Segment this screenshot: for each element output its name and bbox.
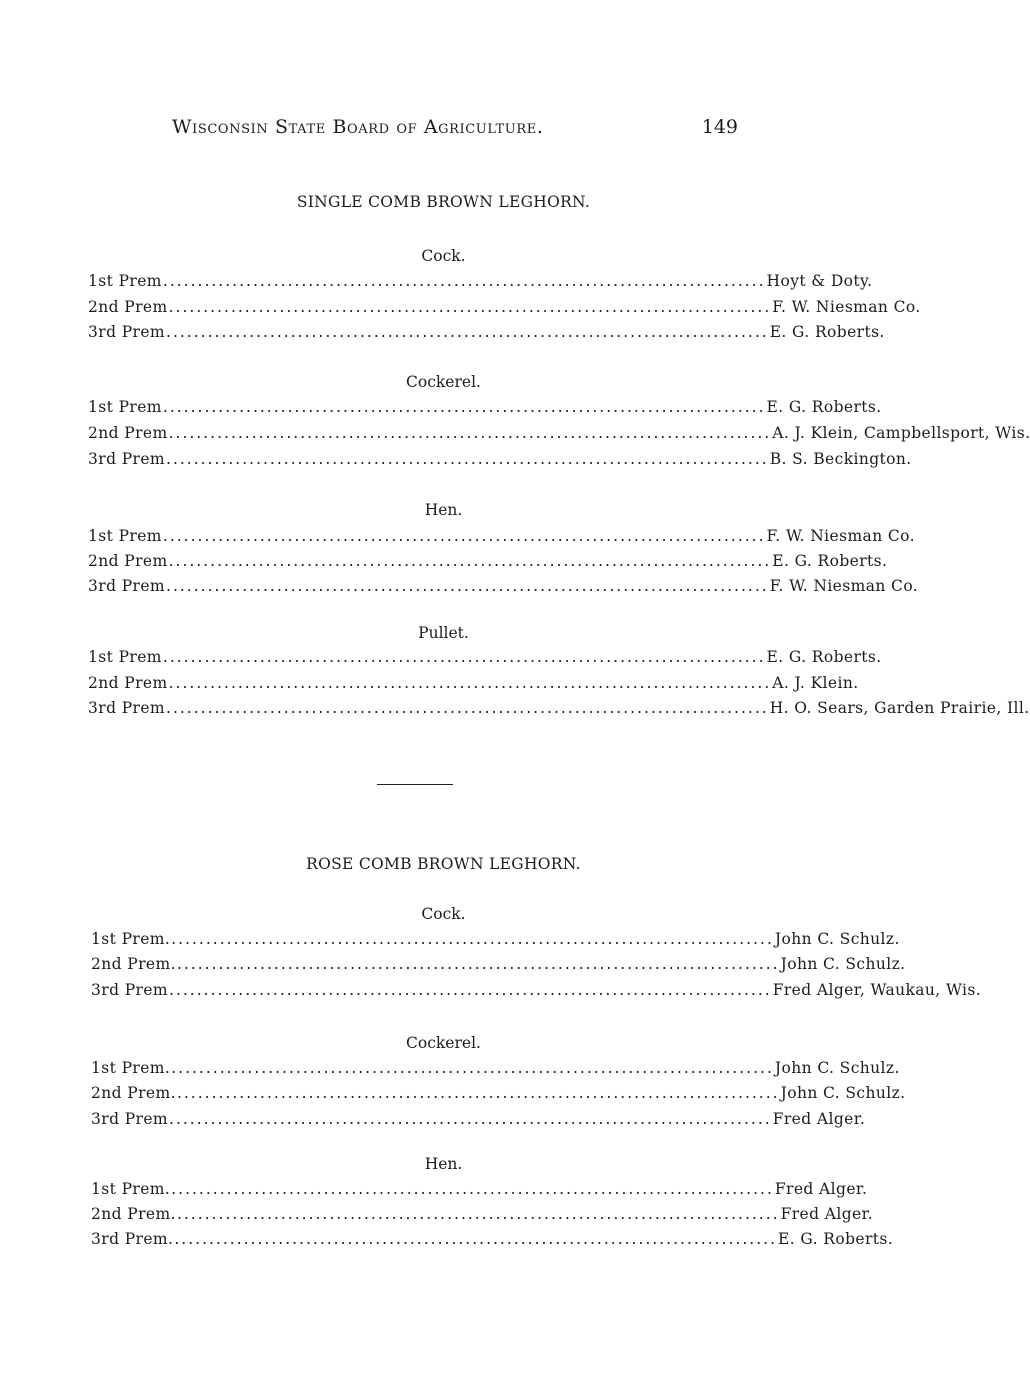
award-place: 1st Prem [88,527,162,545]
award-winner: F. W. Niesman Co. [766,527,915,545]
award-row [88,699,1030,721]
award-place: 2nd Prem. [91,955,176,973]
award-row [88,527,915,549]
award-place: 3rd Prem [88,577,166,595]
award-winner: A. J. Klein, Campbellsport, Wis. [772,424,1030,442]
leader-dots: ....................................................................................... [166,450,769,468]
award-winner: Fred Alger. [780,1205,874,1223]
award-row [88,648,882,670]
award-row [88,424,1030,446]
category-heading: Cock. [421,905,466,923]
award-place: 3rd Prem [88,323,166,341]
leader-dots: ....................................................................................... [169,981,772,999]
award-place: 1st Prem [88,648,162,666]
award-row [91,981,982,1003]
award-winner: E. G. Roberts. [778,1230,894,1248]
leader-dots: ....................................................................................... [171,1180,774,1198]
leader-dots: ....................................................................................... [162,527,766,545]
award-winner: John C. Schulz. [774,930,900,948]
award-place: 1st Prem [88,272,162,290]
leader-dots: ....................................................................................... [169,1110,772,1128]
award-winner: E. G. Roberts. [772,552,888,570]
award-winner: John C. Schulz. [780,1084,906,1102]
leader-dots: ....................................................................................... [171,930,774,948]
award-place: 3rd Prem [91,981,169,999]
award-winner: F. W. Niesman Co. [769,577,919,595]
category-heading: Cock. [421,247,466,265]
award-winner: F. W. Niesman Co. [772,298,921,316]
award-place: 2nd Prem. [91,1084,176,1102]
award-winner: B. S. Beckington. [769,450,912,468]
award-place: 2nd Prem [88,552,168,570]
award-winner: A. J. Klein. [772,674,859,692]
award-winner: Fred Alger. [774,1180,868,1198]
award-place: 1st Prem. [91,930,171,948]
award-winner: Fred Alger, Waukau, Wis. [772,981,982,999]
leader-dots: ....................................................................................... [166,577,769,595]
page-number: 149 [701,116,738,138]
award-winner: John C. Schulz. [780,955,906,973]
award-place: 3rd Prem [88,450,166,468]
award-row [91,1205,874,1227]
award-place: 2nd Prem. [91,1205,176,1223]
award-row [88,674,859,696]
award-row [88,398,882,420]
award-winner: Hoyt & Doty. [766,272,873,290]
award-place: 2nd Prem [88,298,168,316]
award-place: 3rd Prem. [91,1230,174,1248]
award-winner: John C. Schulz. [774,1059,900,1077]
award-winner: E. G. Roberts. [766,648,882,666]
section-title: SINGLE COMB BROWN LEGHORN. [296,193,591,211]
leader-dots: ....................................................................................... [168,674,772,692]
award-place: 2nd Prem [88,674,168,692]
category-heading: Cockerel. [406,1034,481,1052]
award-place: 1st Prem. [91,1180,171,1198]
award-row [91,1110,866,1132]
leader-dots: ....................................................................................... [174,1230,778,1248]
leader-dots: ....................................................................................... [168,552,772,570]
award-row [91,930,900,952]
section-divider [377,784,453,785]
award-winner: E. G. Roberts. [769,323,885,341]
award-row [91,955,906,977]
leader-dots: ....................................................................................... [176,955,780,973]
leader-dots: ....................................................................................... [162,398,766,416]
leader-dots: ....................................................................................... [171,1059,774,1077]
award-winner: Fred Alger. [772,1110,866,1128]
leader-dots: ....................................................................................... [162,272,766,290]
award-row [88,298,921,320]
running-title: Wisconsin State Board of Agriculture. [172,116,544,138]
award-place: 3rd Prem [88,699,166,717]
award-row [91,1180,868,1202]
award-winner: E. G. Roberts. [766,398,882,416]
category-heading: Cockerel. [406,373,481,391]
leader-dots: ....................................................................................... [162,648,766,666]
leader-dots: ....................................................................................... [176,1205,780,1223]
award-winner: H. O. Sears, Garden Prairie, Ill. [769,699,1030,717]
section-title: ROSE COMB BROWN LEGHORN. [306,855,581,873]
award-place: 1st Prem. [91,1059,171,1077]
leader-dots: ....................................................................................... [166,323,769,341]
page-header [172,116,738,146]
category-heading: Pullet. [418,624,469,642]
award-row [88,577,919,599]
award-row [88,272,873,294]
award-row [88,552,888,574]
award-row [91,1059,900,1081]
award-place: 1st Prem [88,398,162,416]
award-place: 3rd Prem [91,1110,169,1128]
award-row [91,1230,894,1252]
category-heading: Hen. [424,501,463,519]
award-row [88,450,912,472]
award-row [88,323,885,345]
leader-dots: ....................................................................................... [176,1084,780,1102]
leader-dots: ....................................................................................... [166,699,769,717]
award-place: 2nd Prem [88,424,168,442]
award-row [91,1084,906,1106]
leader-dots: ....................................................................................... [168,298,772,316]
category-heading: Hen. [424,1155,463,1173]
leader-dots: ....................................................................................... [168,424,772,442]
